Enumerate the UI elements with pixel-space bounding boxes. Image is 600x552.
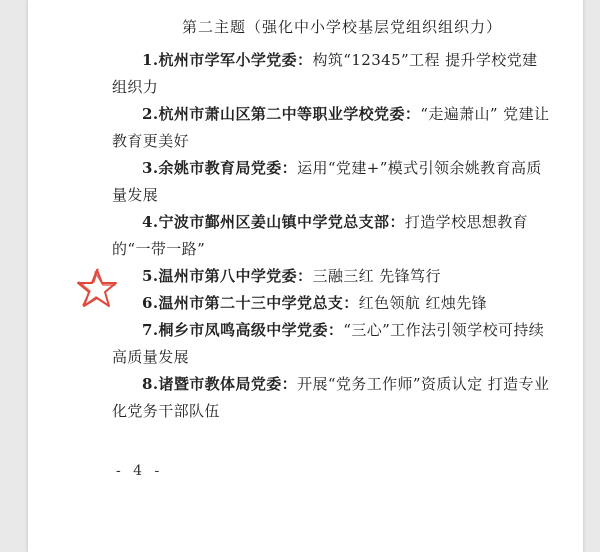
item-organization: 1.杭州市学军小学党委： [142,51,313,69]
item-topic: 三融三红 先锋笃行 [312,267,441,285]
list-item [112,317,552,371]
item-organization: 5.温州市第八中学党委： [142,267,313,285]
document-page [28,0,583,552]
list-item [112,209,552,263]
page-number: - 4 - [116,463,164,479]
list-item [112,155,552,209]
item-topic: 开展“党务工作师”资质认定 打造专业化党务干部队伍 [112,375,550,420]
item-topic: “三心”工作法引领学校可持续高质量发展 [112,321,545,366]
item-organization: 4.宁波市鄞州区姜山镇中学党总支部： [142,213,405,231]
section-heading: 第二主题（强化中小学校基层党组织组织力） [181,18,502,36]
list-item [112,101,552,155]
document-body [112,16,552,425]
item-organization: 8.诸暨市教体局党委： [142,375,298,393]
item-organization: 2.杭州市萧山区第二中等职业学校党委： [142,105,421,123]
item-topic: “走遍萧山” 党建让教育更美好 [112,105,550,150]
item-organization: 3.余姚市教育局党委： [142,159,298,177]
item-topic: 运用“党建+”模式引领余姚教育高质量发展 [112,159,542,204]
item-topic: 打造学校思想教育的“一带一路” [112,213,529,258]
item-organization: 6.温州市第二十三中学党总支： [142,294,359,312]
item-topic: 红色领航 红烛先锋 [358,294,488,312]
item-organization: 7.桐乡市凤鸣高级中学党委： [142,321,344,339]
list-item [112,290,552,317]
list-item [112,371,552,425]
list-item [112,263,552,290]
list-item [112,47,552,101]
item-topic: 构筑“12345”工程 提升学校党建组织力 [112,51,538,96]
